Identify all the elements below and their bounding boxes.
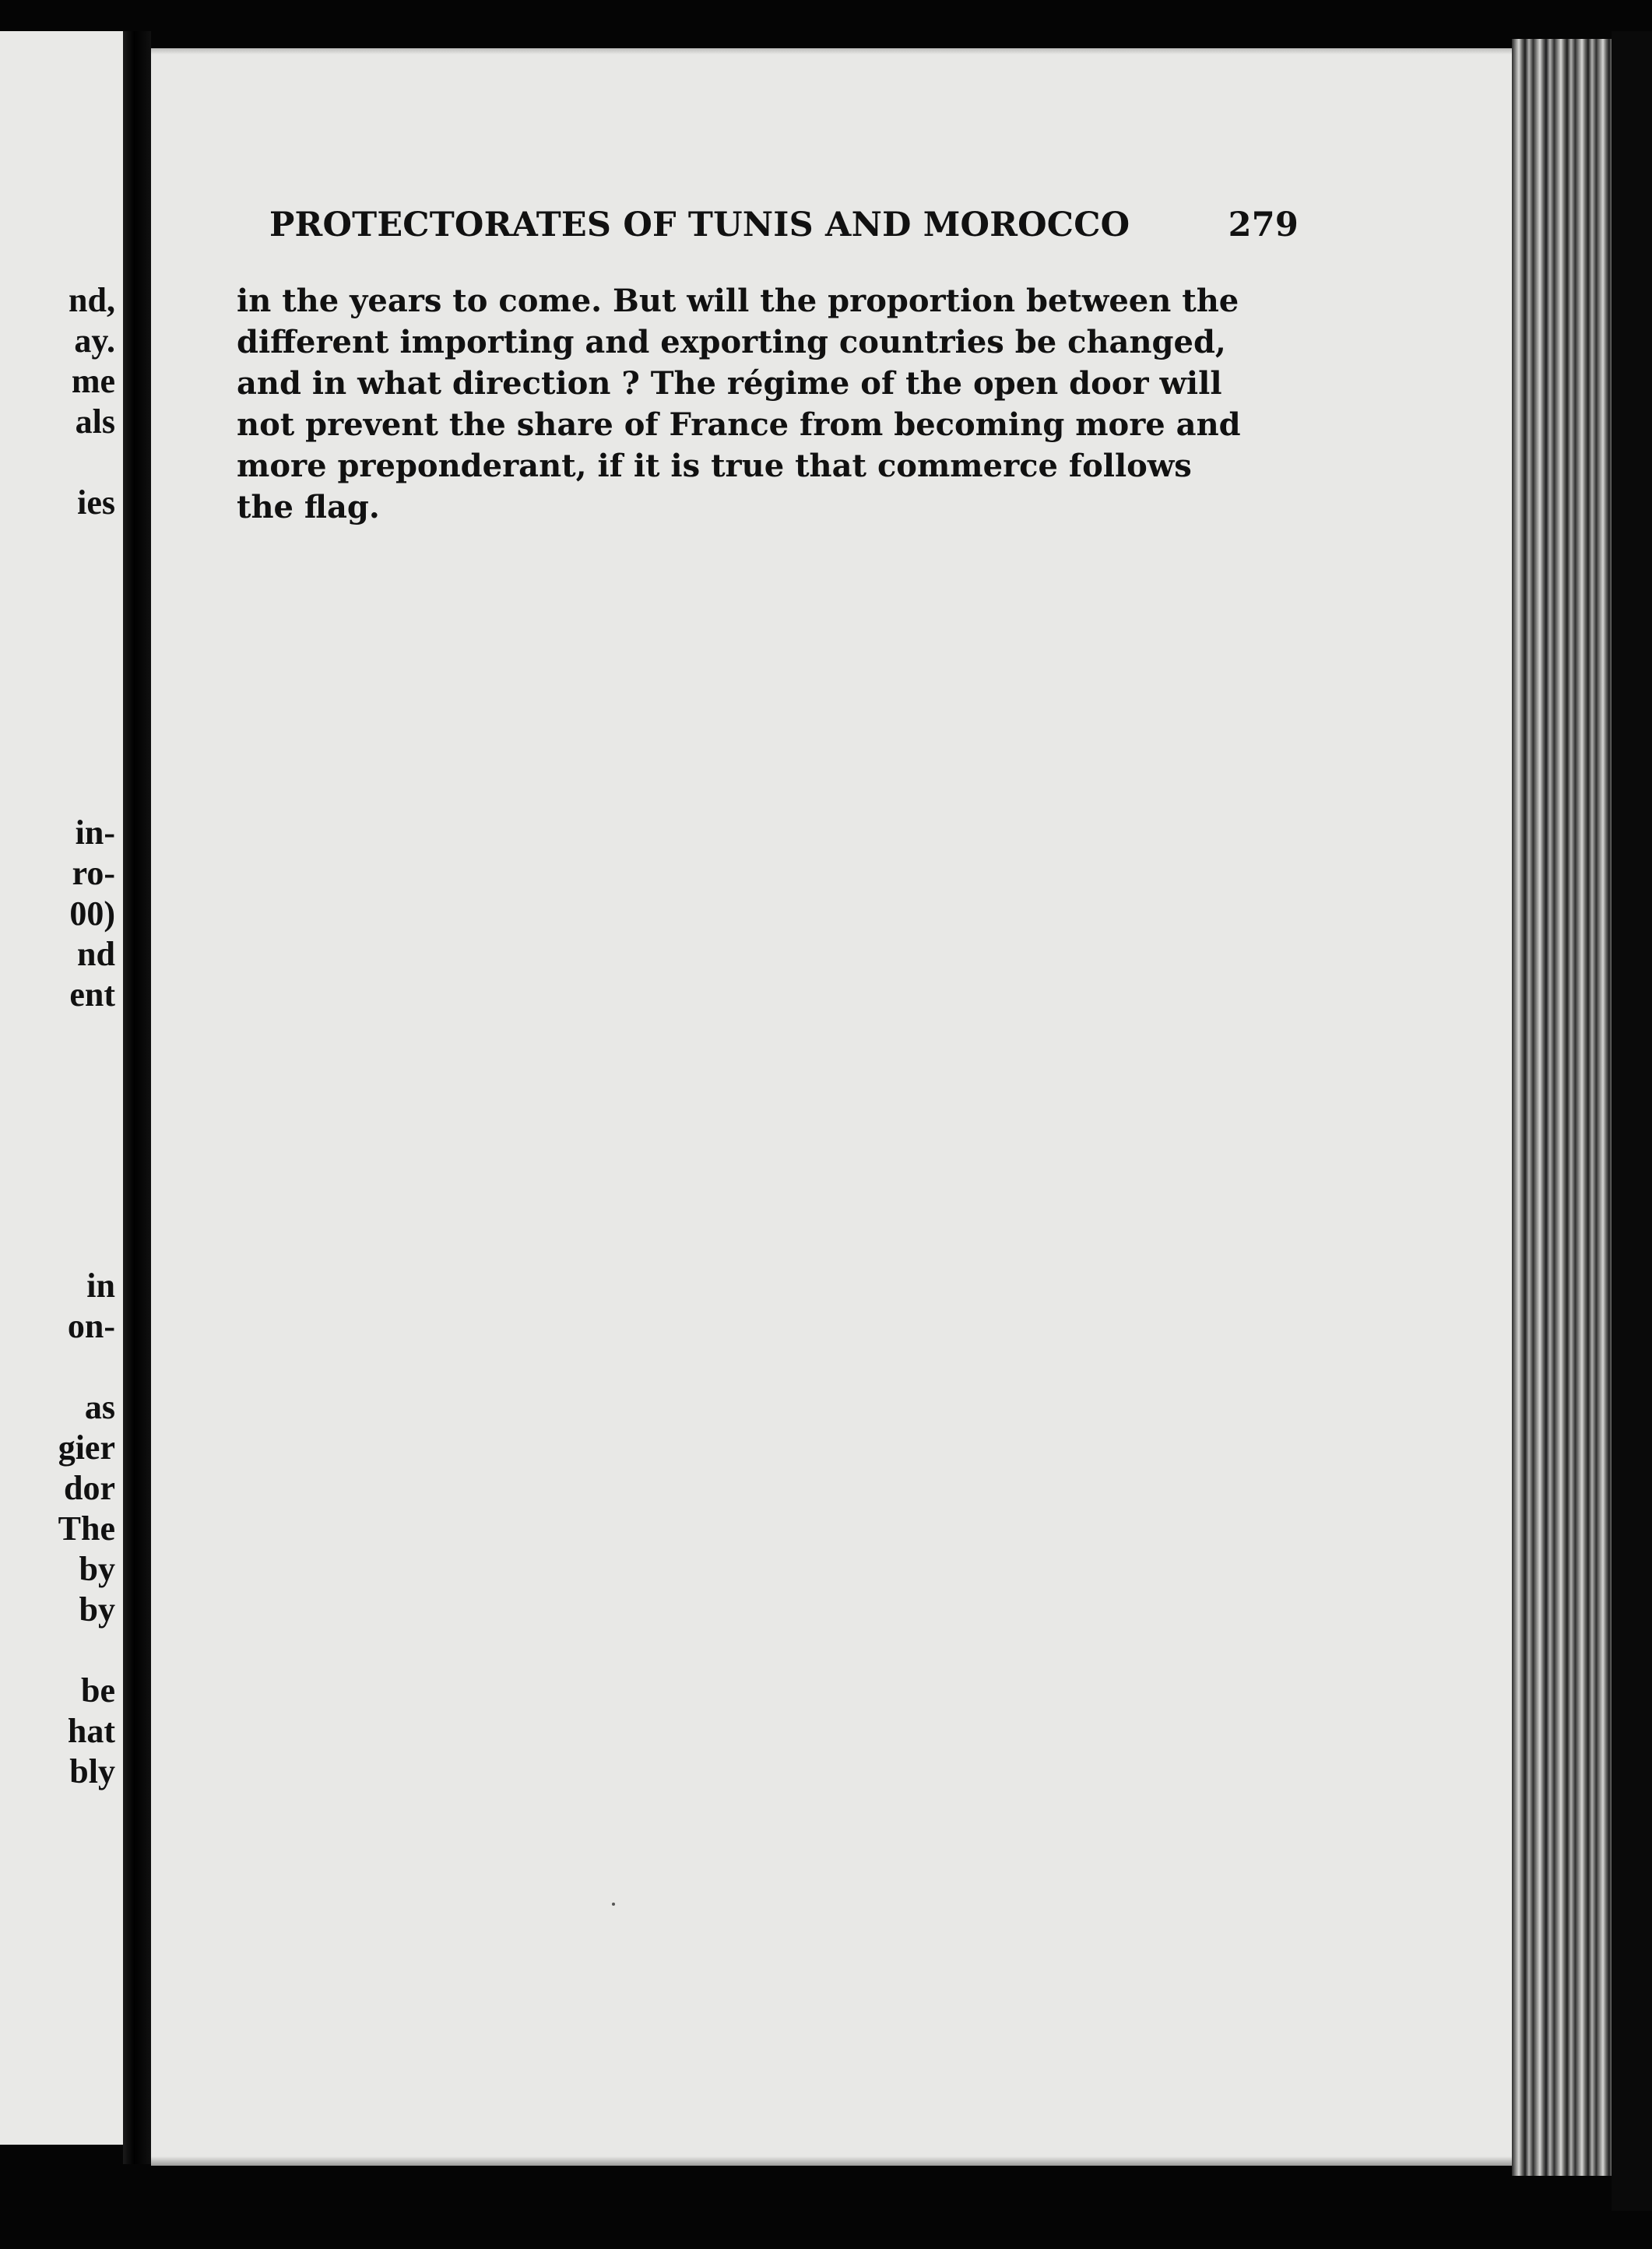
left-page-fragment: ro- [72,854,115,892]
left-page-fragment: on- [67,1307,115,1345]
running-head-title: PROTECTORATES OF TUNIS AND MOROCCO [269,206,1130,244]
left-page-fragment: me [71,362,115,400]
page-edges [1512,39,1621,2176]
left-page-fragment: ent [69,975,115,1014]
left-page-fragment: ies [77,483,115,522]
left-page-fragment: by [79,1590,115,1629]
left-page-fragment: The [58,1509,115,1548]
page-number: 279 [1228,206,1299,244]
text-line: not prevent the share of France from becoming more and [237,406,1241,443]
left-page-fragment: nd, [69,281,115,319]
left-page-fragment: gier [58,1428,115,1467]
text-line: the flag. [237,489,380,525]
left-page-fragment: in- [75,814,115,852]
left-page-fragment: be [81,1671,115,1710]
left-page-fragment: as [84,1388,115,1426]
left-page-fragment: hat [67,1712,115,1750]
left-page-fragment: als [75,402,115,441]
paper-speck [612,1903,615,1906]
text-line: more preponderant, if it is true that commerce follows [237,448,1192,484]
left-page-fragment: nd [77,935,115,973]
left-page-fragment: in [86,1267,115,1305]
text-line: in the years to come. But will the proportion between the [237,283,1239,319]
body-paragraph [237,280,1241,528]
left-page-fragment: by [79,1550,115,1588]
left-page-edge [0,31,123,2145]
left-page-fragment: 00) [69,894,115,933]
text-line: and in what direction ? The régime of the open door will [237,365,1222,402]
book-gutter [123,31,151,2164]
text-line: different importing and exporting countries be changed, [237,324,1226,360]
left-page-fragment: bly [69,1752,115,1790]
book-page [151,48,1512,2166]
left-page-fragment: ay. [74,322,115,360]
edge-shadow [1612,31,1652,2211]
left-page-fragment: dor [64,1469,115,1507]
